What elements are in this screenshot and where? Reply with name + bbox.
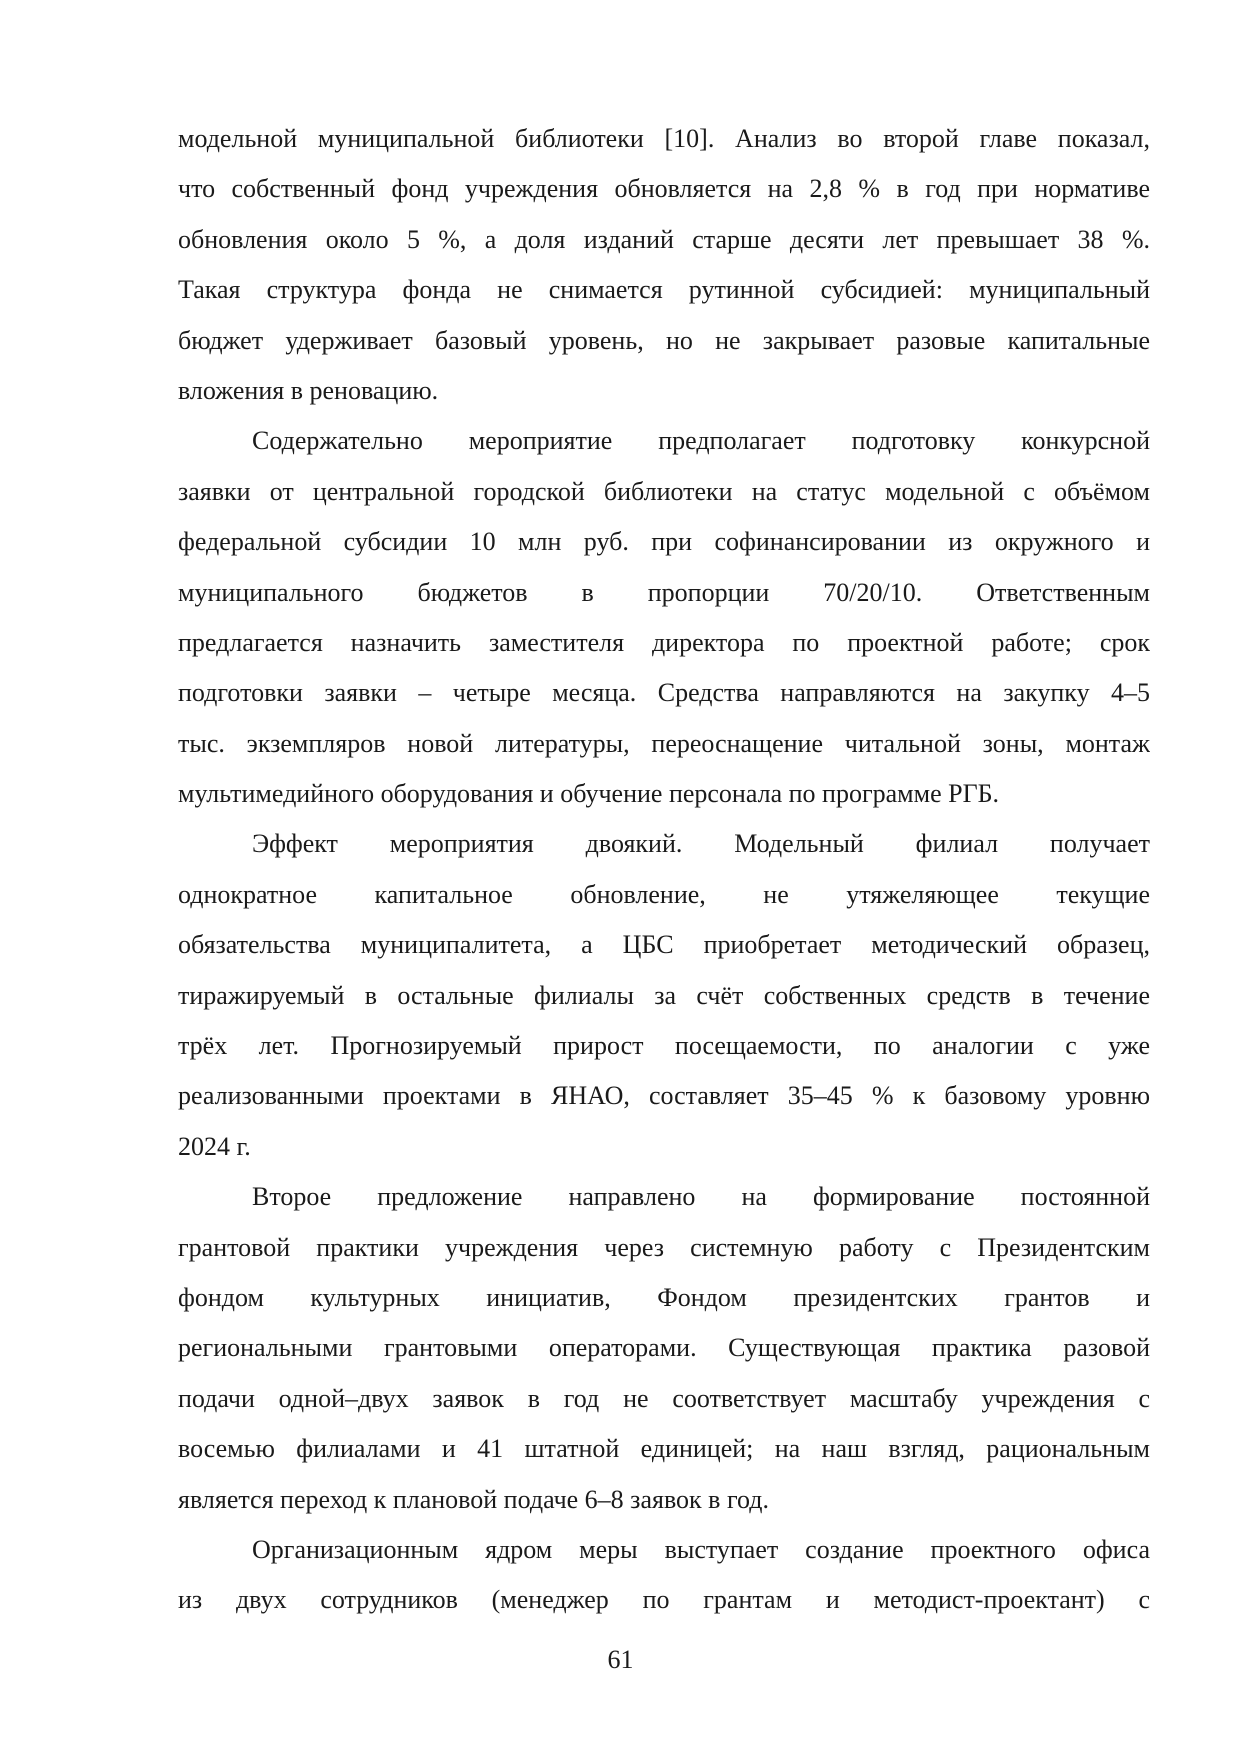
text-line: подготовки заявки – четыре месяца. Средства направляются на закупку 4–5	[178, 678, 1150, 708]
text-line: восемью филиалами и 41 штатной единицей; на наш взгляд, рациональным	[178, 1434, 1150, 1464]
text-line: Содержательно мероприятие предполагает подготовку конкурсной	[252, 426, 1150, 456]
text-line: грантовой практики учреждения через системную работу с Президентским	[178, 1232, 1150, 1262]
text-line: Организационным ядром меры выступает создание проектного офиса	[252, 1534, 1150, 1564]
paragraph	[178, 819, 1150, 1172]
text-line: мультимедийного оборудования и обучение персонала по программе РГБ.	[178, 779, 1000, 809]
text-line: тыс. экземпляров новой литературы, переоснащение читальной зоны, монтаж	[178, 728, 1150, 758]
text-line: вложения в реновацию.	[178, 375, 439, 405]
text-line: обязательства муниципалитета, а ЦБС приобретает методический образец,	[178, 930, 1150, 960]
text-line: заявки от центральной городской библиотеки на статус модельной с объёмом	[178, 476, 1150, 506]
text-line: однократное капитальное обновление, не утяжеляющее текущие	[178, 879, 1150, 909]
page-number: 61	[607, 1645, 634, 1674]
text-line: подачи одной–двух заявок в год не соответствует масштабу учреждения с	[178, 1383, 1150, 1413]
text-line: что собственный фонд учреждения обновляется на 2,8 % в год при нормативе	[178, 174, 1150, 204]
text-line: Второе предложение направлено на формирование постоянной	[252, 1182, 1150, 1212]
paragraph	[178, 1172, 1150, 1525]
text-line: федеральной субсидии 10 млн руб. при софинансировании из окружного и	[178, 527, 1150, 557]
text-line: 2024 г.	[178, 1131, 251, 1161]
text-line: Эффект мероприятия двоякий. Модельный филиал получает	[252, 829, 1150, 859]
text-line: модельной муниципальной библиотеки [10]. Анализ во второй главе показал,	[178, 124, 1150, 153]
text-line: бюджет удерживает базовый уровень, но не закрывает разовые капитальные	[178, 325, 1150, 355]
paragraph	[178, 114, 1150, 416]
text-line: обновления около 5 %, а доля изданий старше десяти лет превышает 38 %.	[178, 224, 1150, 254]
text-line: трёх лет. Прогнозируемый прирост посещаемости, по аналогии с уже	[178, 1031, 1150, 1061]
text-line: является переход к плановой подаче 6–8 заявок в год.	[178, 1484, 769, 1514]
text-line: из двух сотрудников (менеджер по грантам и методист-проектант) с	[178, 1585, 1150, 1615]
text-line: фондом культурных инициатив, Фондом президентских грантов и	[178, 1282, 1150, 1312]
text-line: предлагается назначить заместителя директора по проектной работе; срок	[178, 627, 1150, 657]
page-body	[178, 114, 1150, 1626]
text-line: реализованными проектами в ЯНАО, составляет 35–45 % к базовому уровню	[178, 1081, 1150, 1111]
text-line: муниципального бюджетов в пропорции 70/20/10. Ответственным	[178, 577, 1150, 607]
text-line: Такая структура фонда не снимается рутинной субсидией: муниципальный	[178, 275, 1150, 305]
paragraph	[178, 1525, 1150, 1626]
text-line: тиражируемый в остальные филиалы за счёт собственных средств в течение	[178, 980, 1150, 1010]
paragraph	[178, 416, 1150, 819]
text-line: региональными грантовыми операторами. Существующая практика разовой	[178, 1333, 1150, 1363]
